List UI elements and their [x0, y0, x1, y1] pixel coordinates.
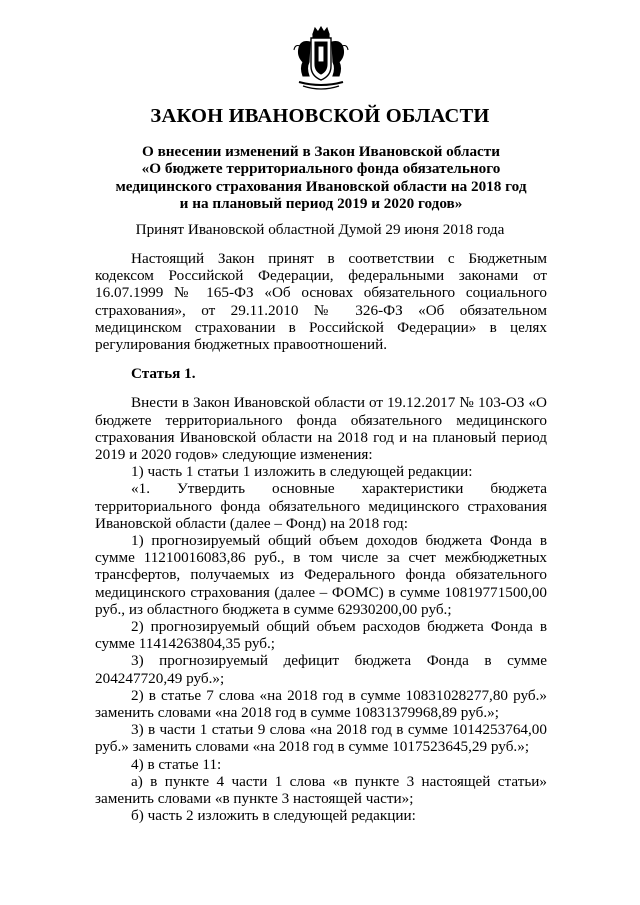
- deficit-word: в: [484, 652, 492, 670]
- body-paragraph: 2) в статье 7 слова «на 2018 год в сумме 10831028277,80 руб.» заменить словами «на 2018 год в сумме 10831379968,89 руб.»;: [95, 686, 547, 722]
- subtitle-line: О внесении изменений в Закон Ивановской области: [141, 143, 501, 160]
- law-body: [95, 250, 547, 825]
- body-paragraph: «1. Утвердить основные характеристики бюджета территориального фонда обязательного медицинского страхования Ивановской области (далее – Фонд) на 2018 год:: [95, 480, 547, 532]
- subtitle-line: медицинского страхования Ивановской области на 2018 год: [115, 177, 527, 195]
- body-paragraph: б) часть 2 изложить в следующей редакции:: [131, 807, 416, 825]
- body-paragraph: 1) прогнозируемый общий объем доходов бюджета Фонда в сумме 11210016083,86 руб., в том числе за счет межбюджетных трансфертов, получаемых из Федерального фонда обязательного медицинского страхования (далее – ФОМС) в сумме 10819771500,00 руб., из областного бюджета в сумме 62930200,00 руб.;: [95, 532, 547, 618]
- body-paragraph: 1) часть 1 статьи 1 изложить в следующей редакции:: [131, 463, 473, 481]
- body-paragraph: 4) в статье 11:: [131, 755, 222, 773]
- deficit-word: прогнозируемый: [159, 652, 269, 670]
- deficit-tail: 204247720,49 руб.»;: [95, 669, 225, 687]
- body-paragraph: 2) прогнозируемый общий объем расходов бюджета Фонда в сумме 11414263804,35 руб.;: [95, 618, 547, 653]
- coat-of-arms-icon: [291, 26, 351, 92]
- deficit-paragraph: [95, 652, 547, 686]
- law-subtitle: [90, 143, 552, 213]
- subtitle-line: «О бюджете территориального фонда обязательного: [141, 160, 501, 178]
- deficit-word: Фонда: [426, 652, 469, 670]
- body-paragraph: 3) в части 1 статьи 9 слова «на 2018 год в сумме 1014253764,00 руб.» заменить словами «на 2018 год в сумме 1017523645,29 руб.»;: [95, 721, 547, 756]
- subtitle-line: и на плановый период 2019 и 2020 годов»: [179, 195, 463, 213]
- body-paragraph: а) в пункте 4 части 1 слова «в пункте 3 настоящей статьи» заменить словами «в пункте 3 настоящей части»;: [95, 772, 547, 808]
- article-heading: Статья 1.: [131, 365, 196, 383]
- deficit-word: сумме: [507, 652, 547, 670]
- deficit-line: [95, 652, 547, 669]
- deficit-word: бюджета: [354, 652, 412, 670]
- preamble-paragraph: Настоящий Закон принят в соответствии с Бюджетным кодексом Российской Федерации, федеральными законами от 16.07.1999 № 165-ФЗ «Об основах обязательного социального страхования», от 29.11.2010 № 326-ФЗ «Об обязательном медицинском страховании в Российской Федерации» в целях регулирования бюджетных правоотношений.: [95, 250, 547, 354]
- body-paragraph: Внести в Закон Ивановской области от 19.12.2017 № 103-ОЗ «О бюджете территориального фонда обязательного медицинского страхования Ивановской области на 2018 год и на плановый период 2019 и 2020 годов» следующие изменения:: [95, 394, 547, 464]
- deficit-word: дефицит: [283, 652, 340, 670]
- deficit-word: 3): [131, 652, 144, 670]
- adoption-date: Принят Ивановской областной Думой 29 июня 2018 года: [135, 221, 505, 238]
- law-title: ЗАКОН ИВАНОВСКОЙ ОБЛАСТИ: [150, 105, 490, 127]
